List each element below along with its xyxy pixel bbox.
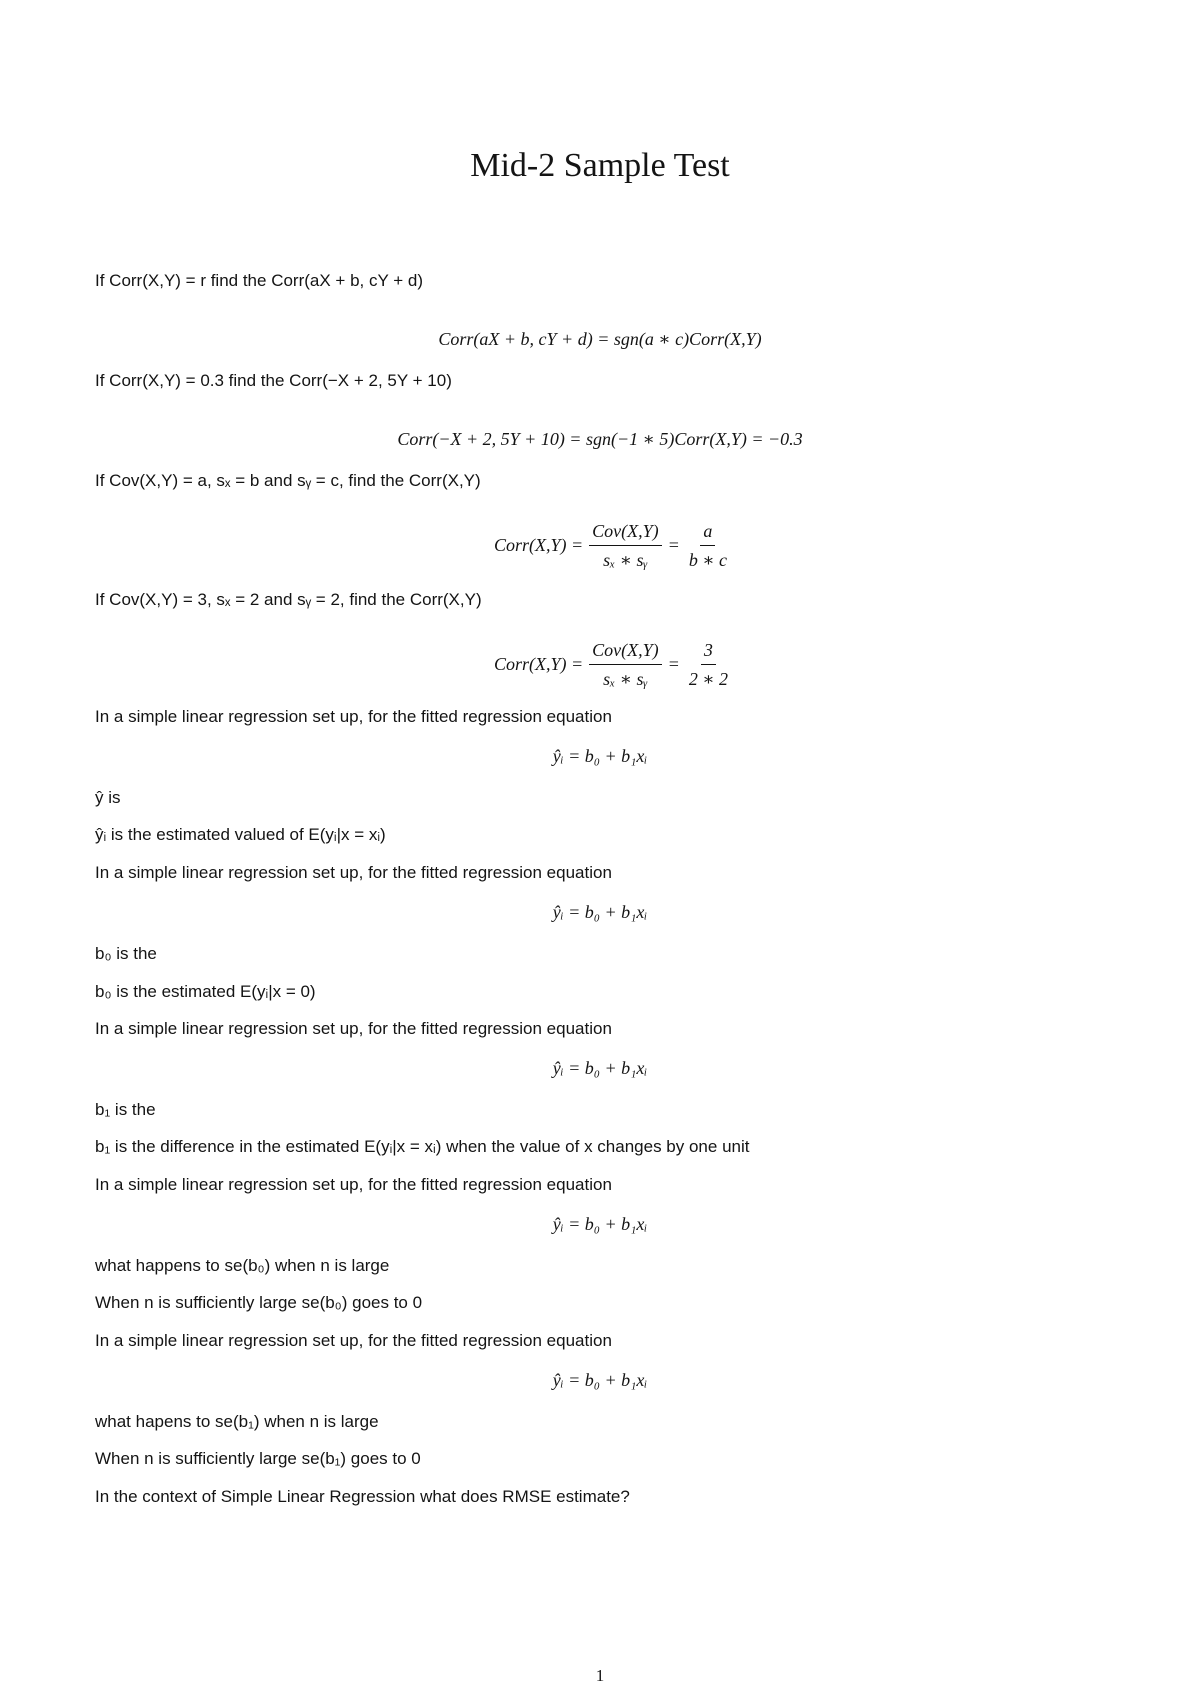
question-text: In a simple linear regression set up, for the fitted regression equation	[95, 707, 612, 726]
question-text: In a simple linear regression set up, for the fitted regression equation	[95, 863, 612, 882]
question-prompt: what hapens to se(b₁) when n is large	[95, 1412, 379, 1431]
question-text: If Cov(X,Y) = a, sₓ = b and sᵧ = c, find the Corr(X,Y)	[95, 471, 481, 490]
numerator: Cov(X,Y)	[589, 638, 662, 665]
example-text: If Cov(X,Y) = 3, sₓ = 2 and sᵧ = 2, find the Corr(X,Y)	[95, 590, 482, 609]
equals-sign: =	[667, 653, 680, 674]
page-title: Mid-2 Sample Test	[470, 147, 730, 184]
numerator: Cov(X,Y)	[589, 519, 662, 546]
answer-equation: Corr(aX + b, cY + d) = sgn(a ∗ c)Corr(X,Y)	[438, 329, 762, 349]
numerator: a	[700, 519, 715, 546]
question-text: If Corr(X,Y) = r find the Corr(aX + b, cY + d)	[95, 271, 423, 290]
denominator: b ∗ c	[688, 549, 728, 570]
question-text: In a simple linear regression set up, for the fitted regression equation	[95, 1175, 612, 1194]
denominator: 2 ∗ 2	[688, 668, 729, 689]
answer-equation: Corr(−X + 2, 5Y + 10) = sgn(−1 ∗ 5)Corr(X,Y) = −0.3	[397, 429, 803, 449]
example-text: If Corr(X,Y) = 0.3 find the Corr(−X + 2, 5Y + 10)	[95, 371, 452, 390]
answer-text: When n is sufficiently large se(b₁) goes to 0	[95, 1449, 421, 1468]
question-text: In a simple linear regression set up, for the fitted regression equation	[95, 1019, 612, 1038]
question-text: In a simple linear regression set up, for the fitted regression equation	[95, 1331, 612, 1350]
question-prompt: ŷ is	[95, 788, 121, 807]
equals-sign: =	[667, 534, 680, 555]
regression-equation: ŷᵢ = b₀ + b₁xᵢ	[552, 1214, 648, 1234]
regression-equation: ŷᵢ = b₀ + b₁xᵢ	[552, 902, 648, 922]
equation-lhs: Corr(X,Y) =	[494, 534, 584, 555]
regression-equation: ŷᵢ = b₀ + b₁xᵢ	[552, 1370, 648, 1390]
question-text: In the context of Simple Linear Regression what does RMSE estimate?	[95, 1487, 630, 1506]
answer-text: b₀ is the estimated E(yᵢ|x = 0)	[95, 982, 316, 1001]
denominator: sₓ ∗ sᵧ	[603, 549, 648, 570]
fraction	[589, 638, 662, 691]
fraction	[686, 519, 730, 572]
fraction	[686, 638, 731, 691]
denominator: sₓ ∗ sᵧ	[603, 668, 648, 689]
question-prompt: b₁ is the	[95, 1100, 156, 1119]
question-prompt: what happens to se(b₀) when n is large	[95, 1256, 390, 1275]
answer-equation	[0, 634, 1200, 694]
regression-equation: ŷᵢ = b₀ + b₁xᵢ	[552, 1058, 648, 1078]
answer-text: b₁ is the difference in the estimated E(yᵢ|x = xᵢ) when the value of x changes by one unit	[95, 1137, 750, 1156]
answer-text: ŷᵢ is the estimated valued of E(yᵢ|x = xᵢ)	[95, 825, 386, 844]
answer-equation	[0, 515, 1200, 575]
page-number: 1	[595, 1666, 605, 1685]
answer-text: When n is sufficiently large se(b₀) goes to 0	[95, 1293, 423, 1312]
question-prompt: b₀ is the	[95, 944, 157, 963]
numerator: 3	[701, 638, 716, 665]
fraction	[589, 519, 662, 572]
regression-equation: ŷᵢ = b₀ + b₁xᵢ	[552, 746, 648, 766]
equation-lhs: Corr(X,Y) =	[494, 653, 584, 674]
